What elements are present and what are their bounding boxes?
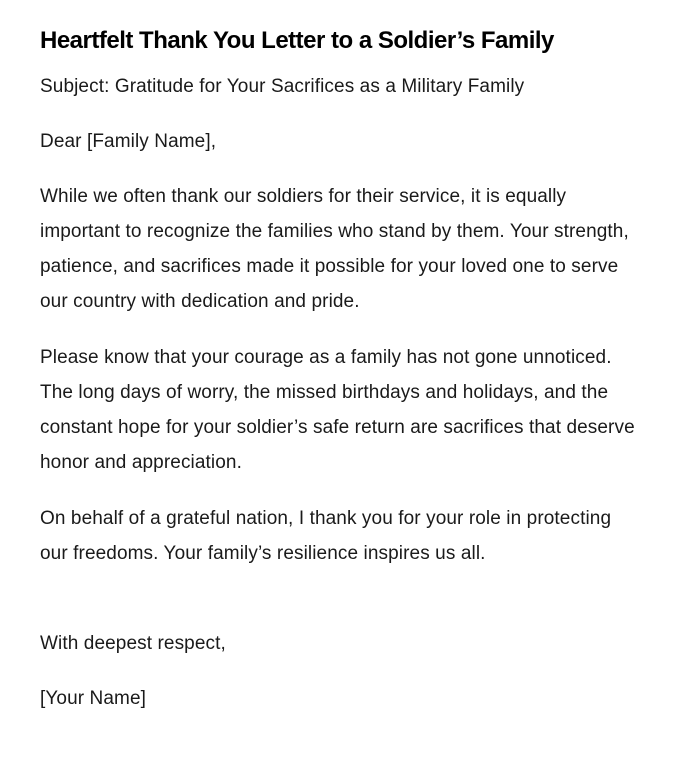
- subject-line: Subject: Gratitude for Your Sacrifices as a Military Family: [40, 76, 525, 97]
- salutation: Dear [Family Name],: [40, 131, 217, 152]
- signature: [Your Name]: [40, 688, 147, 709]
- body-paragraph-3: On behalf of a grateful nation, I thank you for your role in protecting our freedoms. Your family’s resilience inspires us all.: [40, 508, 612, 564]
- letter-title: Heartfelt Thank You Letter to a Soldier’s Family: [40, 27, 554, 54]
- body-paragraph-2: Please know that your courage as a family has not gone unnoticed. The long days of worry, the missed birthdays and holidays, and the constant hope for your soldier’s safe return are sacrifices that deserve honor and appreciation.: [40, 347, 635, 473]
- body-paragraph-1: While we often thank our soldiers for their service, it is equally important to recognize the families who stand by them. Your strength, patience, and sacrifices made it possible for your loved one to serve our country with dedication and pride.: [40, 186, 629, 312]
- closing: With deepest respect,: [40, 633, 226, 654]
